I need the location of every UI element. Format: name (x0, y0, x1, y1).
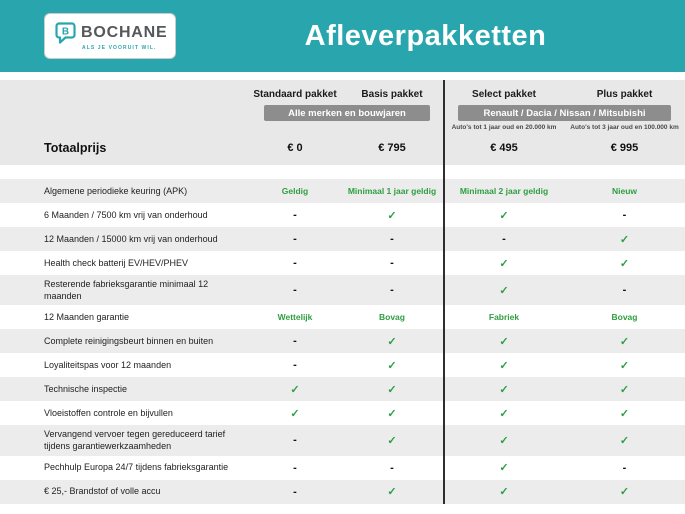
cell-value: Bovag (379, 312, 405, 323)
column-header-select: Select pakket (472, 89, 536, 100)
cell-value: ✓ (499, 335, 509, 348)
cell-value: - (293, 485, 297, 498)
cell-value: - (390, 257, 394, 269)
cell-value: Nieuw (611, 186, 638, 196)
table-row (0, 456, 685, 480)
column-header-basis: Basis pakket (361, 89, 423, 100)
row-label: Health check batterij EV/HEV/PHEV (44, 257, 189, 268)
total-price-label: Totaalprijs (44, 141, 107, 155)
cell-value: - (390, 461, 394, 474)
page-title: Afleverpakketten (304, 19, 547, 52)
table-row (0, 251, 685, 275)
table-row (0, 203, 685, 227)
cell-value: - (622, 461, 627, 474)
row-label: Technische inspectie (44, 384, 128, 395)
cell-value: ✓ (619, 233, 630, 246)
cell-value: ✓ (499, 284, 509, 297)
cell-value: ✓ (290, 383, 300, 396)
total-price-standaard: € 0 (287, 142, 303, 154)
cell-value: - (293, 209, 297, 221)
speech-bubble-b-icon (55, 22, 76, 44)
cell-value: Minimaal 2 jaar geldig (459, 186, 549, 196)
cell-value: - (390, 284, 394, 297)
column-header-standaard: Standaard pakket (253, 89, 337, 100)
row-label: € 25,- Brandstof of volle accu (44, 486, 161, 497)
cell-value: ✓ (387, 486, 397, 499)
table-row (0, 179, 685, 203)
table-row (0, 377, 685, 401)
row-label: Vloeistoffen controle en bijvullen (44, 408, 173, 419)
total-price-plus: € 995 (610, 142, 639, 154)
row-label: Complete reinigingsbeurt binnen en buiten (44, 336, 214, 347)
row-label: Loyaliteitspas voor 12 maanden (44, 360, 172, 371)
cell-value: Bovag (611, 312, 638, 323)
cell-value: ✓ (619, 257, 630, 270)
cell-value: ✓ (387, 209, 397, 222)
row-label: 6 Maanden / 7500 km vrij van onderhoud (44, 209, 208, 220)
cell-value: - (622, 284, 627, 297)
cell-value: ✓ (619, 407, 630, 420)
cell-value: - (293, 359, 297, 372)
cell-value: ✓ (387, 359, 397, 372)
row-label: 12 Maanden / 15000 km vrij van onderhoud (44, 233, 218, 244)
cell-value: - (293, 434, 297, 447)
cell-value: - (293, 335, 297, 348)
cell-value: ✓ (387, 335, 397, 348)
table-row (0, 227, 685, 251)
table-row (0, 305, 685, 329)
cell-value: - (622, 209, 627, 221)
table-row (0, 480, 685, 504)
subtitles-row (0, 124, 685, 131)
cell-value: - (390, 233, 394, 245)
column-headers-row (0, 86, 685, 104)
cell-value: ✓ (499, 359, 509, 372)
badge-all-brands: Alle merken en bouwjaren (264, 105, 430, 121)
column-header-plus: Plus pakket (596, 89, 653, 100)
badge-renault-group: Renault / Dacia / Nissan / Mitsubishi (458, 105, 671, 121)
cell-value: Geldig (281, 186, 309, 196)
cell-value: ✓ (619, 335, 630, 348)
cell-value: - (293, 257, 297, 269)
total-price-row (0, 136, 685, 160)
table-row (0, 275, 685, 305)
cell-value: ✓ (619, 383, 630, 396)
total-price-select: € 495 (490, 142, 518, 154)
cell-value: - (293, 461, 297, 474)
cell-value: ✓ (387, 383, 397, 396)
cell-value: ✓ (499, 434, 509, 447)
cell-value: ✓ (499, 462, 509, 475)
column-group-divider (443, 80, 445, 504)
total-price-basis: € 795 (378, 142, 406, 154)
table-row (0, 329, 685, 353)
row-label: Resterende fabrieksgarantie minimaal 12 maanden (44, 279, 209, 302)
cell-value: - (293, 233, 297, 245)
cell-value: ✓ (499, 209, 509, 222)
cell-value: ✓ (387, 434, 397, 447)
cell-value: ✓ (619, 359, 630, 372)
row-label: Vervangend vervoer tegen gereduceerd tarief tijdens garantiewerkzaamheden (44, 429, 226, 452)
subtitle-plus: Auto's tot 3 jaar oud en 100.000 km (570, 124, 679, 131)
table-row (0, 401, 685, 425)
svg-text:B: B (61, 26, 70, 37)
cell-value: Fabriek (488, 312, 520, 323)
logo-text: BOCHANE (81, 23, 168, 41)
cell-value: ✓ (619, 486, 630, 499)
table-row (0, 425, 685, 455)
top-bar (0, 0, 685, 72)
cell-value: ✓ (619, 434, 630, 447)
logo-tagline: ALS JE VOORUIT WIL. (82, 44, 157, 51)
cell-value: Wettelijk (277, 312, 313, 323)
cell-value: ✓ (387, 407, 397, 420)
table-header-band (0, 80, 685, 165)
bochane-logo (44, 13, 176, 59)
table-row (0, 353, 685, 377)
comparison-table (0, 179, 685, 504)
cell-value: ✓ (499, 257, 509, 270)
row-label: Algemene periodieke keuring (APK) (44, 185, 188, 196)
cell-value: ✓ (499, 486, 509, 499)
cell-value: - (293, 284, 297, 297)
cell-value: - (502, 233, 506, 245)
row-label: Pechhulp Europa 24/7 tijdens fabrieksgarantie (44, 462, 229, 473)
cell-value: Minimaal 1 jaar geldig (347, 186, 437, 196)
badges-row (0, 105, 685, 121)
cell-value: ✓ (290, 407, 300, 420)
cell-value: ✓ (499, 407, 509, 420)
subtitle-select: Auto's tot 1 jaar oud en 20.000 km (451, 124, 557, 131)
row-label: 12 Maanden garantie (44, 312, 130, 323)
cell-value: ✓ (499, 383, 509, 396)
